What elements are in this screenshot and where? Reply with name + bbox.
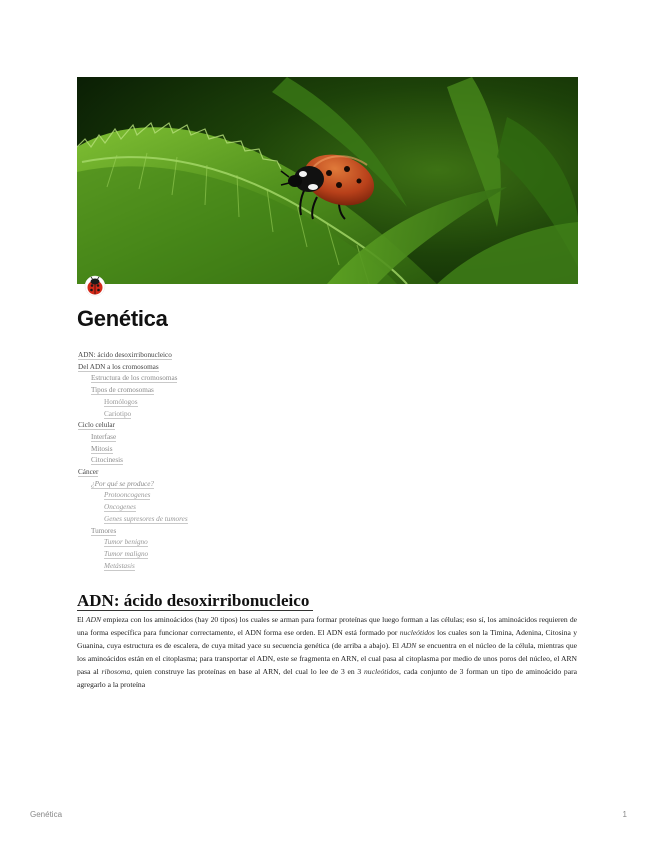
page-number: 1 (622, 810, 627, 819)
toc-link-protooncogenes[interactable]: Protooncogenes (104, 491, 151, 500)
toc-link-cariotipo[interactable]: Cariotipo (104, 409, 132, 418)
toc-link-homologos[interactable]: Homólogos (104, 397, 138, 406)
toc-link-citocinesis[interactable]: Citocinesis (91, 456, 123, 465)
toc-link-adn[interactable]: ADN: ácido desoxirribonucleico (78, 351, 172, 359)
toc-item-cariotipo (78, 409, 378, 421)
toc-item-protooncogenes (78, 490, 378, 502)
text-run: empieza con los aminoácidos (hay 20 tipos) los cuales se arman para formar proteínas que luego forman a las células; eso sí, los aminoácidos requieren de una forma específica para funcionar correctamente, el ADN forma ese orden. El ADN está formado por (77, 615, 577, 637)
term-ribosoma: ribosoma (101, 667, 131, 676)
toc-item-interfase (78, 432, 378, 444)
text-run: se encuentra en el núcleo de la célula, mientras que los aminoácidos están en el citoplasma; para transportar el ADN, este se fragmenta en ARN, el cual pasa al citoplasma por medio de unos poros del núcleo, el ARN pasa al (77, 641, 577, 676)
term-adn: ADN (85, 615, 102, 624)
toc-item-metastasis (78, 561, 378, 573)
term-adn: ADN (401, 641, 417, 650)
toc-link-tumores[interactable]: Tumores (91, 526, 117, 535)
text-run: , cada conjunto de 3 forman un tipo de aminoácido para agregarlo a la proteína (77, 667, 577, 689)
toc-item-adn (78, 350, 378, 362)
toc-link-benigno[interactable]: Tumor benigno (104, 538, 148, 547)
section-paragraph (77, 613, 577, 691)
toc-link-del-adn[interactable]: Del ADN a los cromosomas (78, 362, 159, 371)
section-heading: ADN: ácido desoxirribonucleico (77, 591, 313, 611)
toc-link-interfase[interactable]: Interfase (91, 432, 117, 441)
text-run: los cuales son la Timina, Adenina, Citosina y Guanina, cuya estructura es de escalera, de cuya mitad yace su secuencia genética (de arriba a abajo). El (77, 628, 577, 650)
toc-link-mitosis[interactable]: Mitosis (91, 444, 113, 453)
toc-item-del-adn (78, 362, 378, 374)
toc-item-estructura (78, 373, 378, 385)
toc-link-genes-supresores[interactable]: Genes supresores de tumores (104, 514, 188, 523)
toc-link-metastasis[interactable]: Metástasis (104, 561, 135, 570)
cover-image (77, 77, 578, 284)
term-nucleotidos: nucleótidos (399, 628, 435, 637)
toc-link-por-que[interactable]: ¿Por qué se produce? (91, 479, 155, 488)
text-run: , quien construye las proteínas en base al ARN, del cual lo lee de 3 en 3 (130, 667, 364, 676)
toc-link-ciclo[interactable]: Ciclo celular (78, 421, 115, 430)
toc-item-ciclo (78, 420, 378, 432)
toc-item-maligno (78, 549, 378, 561)
toc-link-cancer[interactable]: Cáncer (78, 468, 99, 477)
toc-link-maligno[interactable]: Tumor maligno (104, 549, 149, 558)
toc-item-citocinesis (78, 455, 378, 467)
toc-item-tipos (78, 385, 378, 397)
toc-item-homologos (78, 397, 378, 409)
toc-item-genes-supresores (78, 514, 378, 526)
toc-link-estructura[interactable]: Estructura de los cromosomas (91, 374, 178, 383)
term-nucleotidos: nucleótidos (364, 667, 400, 676)
footer-title: Genética (30, 810, 63, 819)
toc-link-tipos[interactable]: Tipos de cromosomas (91, 386, 154, 395)
toc-item-cancer (78, 467, 378, 479)
toc-item-por-que (78, 479, 378, 491)
ladybug-leaf-illustration (77, 77, 578, 284)
table-of-contents (78, 350, 378, 572)
page-title: Genética (77, 306, 168, 331)
ladybug-icon (83, 274, 107, 298)
toc-item-oncogenes (78, 502, 378, 514)
toc-item-mitosis (78, 444, 378, 456)
toc-item-benigno (78, 537, 378, 549)
text-run: El (77, 615, 86, 624)
toc-link-oncogenes[interactable]: Oncogenes (104, 503, 136, 512)
toc-item-tumores (78, 526, 378, 538)
